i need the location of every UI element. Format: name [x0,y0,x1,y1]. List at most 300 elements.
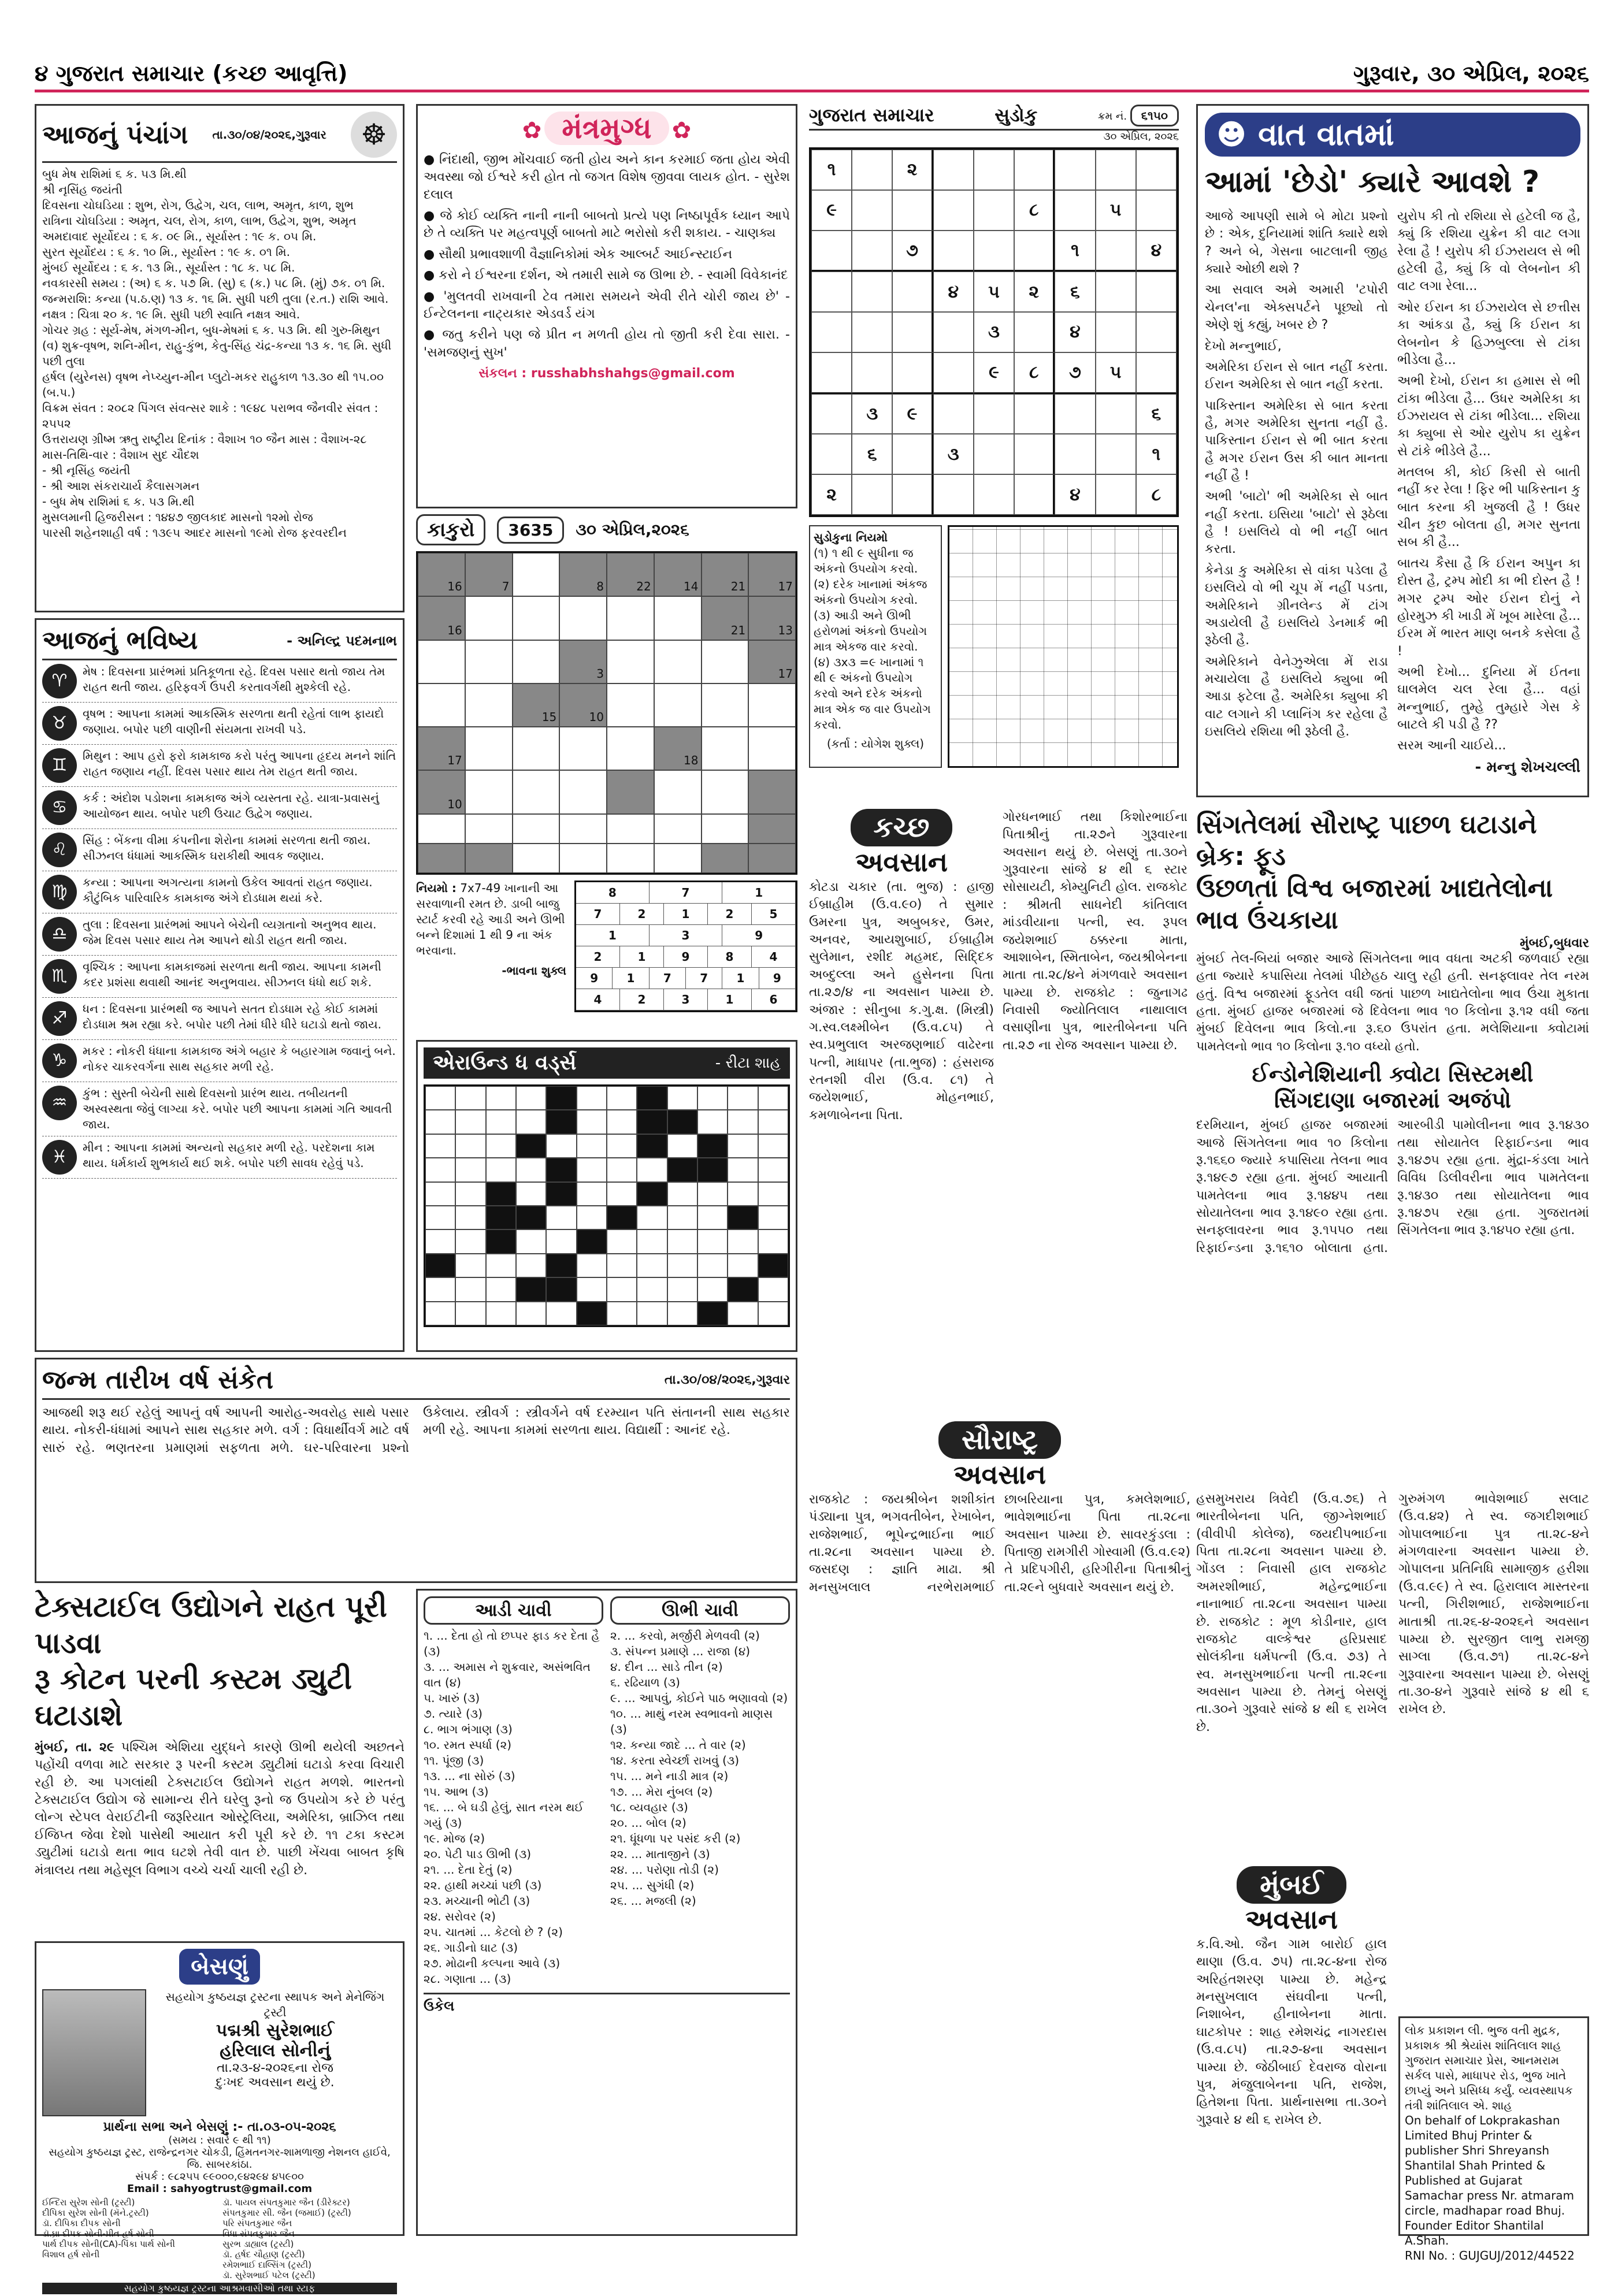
crossword-cell[interactable] [486,1110,516,1134]
sudoku-rule: (૪) ૩x૩ =૯ ખાનામાં ૧ થી ૯ અંકનો ઉપયોગ કરવો અને દરેક અંકનો માત્ર એક જ વાર ઉપયોગ કરવો. [814,655,931,731]
kakuro-cell[interactable] [607,727,654,770]
crossword-cell[interactable] [607,1110,637,1134]
kakuro-cell[interactable] [513,640,560,683]
crossword-cell[interactable] [758,1158,788,1182]
crossword-cell[interactable] [546,1302,576,1325]
kakuro-solution-cell: 7 [576,904,620,924]
zodiac-icon: ♊ [42,748,77,783]
kakuro-cell[interactable] [702,640,749,683]
kakuro-cell[interactable] [654,596,702,640]
kakuro-solution-cell: 3 [664,989,708,1010]
kakuro-cell[interactable] [465,814,513,844]
kakuro-cell[interactable] [559,727,607,770]
crossword-cell[interactable] [577,1206,607,1229]
crossword-cell[interactable] [607,1229,637,1253]
zodiac-text: વૃષભ : આપના કામમાં આકસ્મિક સરળતા થતી રહેતાં લાભ ફાયદો જણાય. બપોર પછી વાણીની સંયમતા રાખવી પડે. [83,707,384,736]
crossword-cell[interactable] [577,1086,607,1110]
kakuro-cell[interactable] [559,844,607,873]
sudoku-cell[interactable] [1136,272,1177,312]
crossword-cell[interactable] [607,1134,637,1158]
kakuro-cell[interactable] [748,727,796,770]
kakuro-solution-cell: 7 [650,882,723,903]
zodiac-row [42,703,397,745]
kakuro-solution-cell: 1 [620,946,664,967]
crossword-cell[interactable] [758,1110,788,1134]
crossword-cell[interactable] [516,1182,546,1206]
panchang-line: વિક્રમ સંવત : ૨૦૮૨ પિંગલ સંવત્સર શાકે : ૧૯૪૮ પરાભવ જૈનવીર સંવત : ૨૫૫૨ [42,401,378,430]
kutch-obit-section [809,809,994,1410]
kakuro-cell[interactable] [654,770,702,813]
sudoku-cell[interactable]: ૪ [1136,231,1177,272]
sudoku-cell[interactable] [1136,312,1177,352]
crossword-cell[interactable] [425,1110,455,1134]
kakuro-clue-cell: 13 [748,596,796,640]
family-member: ડૉ. સુરેશભાઈ પટેલ (ટ્રસ્ટી) [222,2270,316,2280]
kakuro-cell[interactable] [607,844,654,873]
crossword-cell[interactable] [486,1254,516,1277]
kakuro-cell[interactable] [513,844,560,873]
singtel-text2: દરમિયાન, મુંબઈ હાજર બજારમાં આજે સિંગતેલના ભાવ ૧૦ કિલોના રૂ.૧૬૬૦ જ્યારે કપાસિયા તેલના ભાવ રૂ.૧૪૯૭ રહ્યા હતા. મુંબઈ આયાતી પામતેલના ભાવ રૂ.૧૪૪૫ તથા સોયાતેલના ભાવ રૂ.૧૪૯૦ રહ્યા હતા. સનફ્લાવરના ભાવ રૂ.૧૫૫૦ તથા રિફાઈન્ડના રૂ.૧૬૧૦ બોલાતા હતા. આરબીડી પામોલીનના ભાવ રૂ.૧૪૩૦ તથા સોયાતેલ રિફાઈન્ડના ભાવ રૂ.૧૪૭૫ રહ્યા હતા. મુંદ્રા-કંડલા ખાતે વિવિધ ડિલીવરીના ભાવ પામતેલના રૂ.૧૪૩૦ તથા સોયાતેલના ભાવ રૂ.૧૪૭૫ રહ્યા હતા. ગુજરાતમાં સિંગતેલના ભાવ રૂ.૧૪૫૦ રહ્યા હતા. [1196,1118,1589,1255]
sudoku-cell[interactable]: ૫ [974,272,1014,312]
crossword-cell[interactable] [667,1254,697,1277]
crossword-cell[interactable] [425,1134,455,1158]
sudoku-cell[interactable]: ૪ [1055,312,1095,352]
crossword-cell[interactable] [728,1086,758,1110]
family-member: ઈન્દિરા સુરેશ સોની (ટ્રસ્ટી) [42,2197,135,2208]
kakuro-solution-cell: 1 [576,925,650,946]
crossword-block [486,1229,516,1253]
crossword-cell[interactable] [637,1206,667,1229]
sudoku-cell[interactable] [933,231,974,272]
crossword-cell[interactable] [577,1110,607,1134]
ubhi-clue: ૧૮. વ્યવહાર (૩) [610,1800,688,1814]
crossword-cell[interactable] [607,1277,637,1301]
kakuro-cell[interactable] [465,640,513,683]
sudoku-cell[interactable]: ૫ [1096,190,1136,231]
sudoku-rule: (૨) દરેક ખાનામાં અંકજ અંકનો ઉપયોગ કરવો. [814,577,927,607]
crossword-cell[interactable] [516,1254,546,1277]
sudoku-cell[interactable] [933,474,974,515]
crossword-cell[interactable] [486,1086,516,1110]
crossword-cell[interactable] [697,1182,728,1206]
aadi-clue: ૫. ખારું (૩) [424,1691,480,1705]
sudoku-cell[interactable]: ૧ [1055,231,1095,272]
sudoku-cell[interactable] [933,352,974,394]
kakuro-solution-cell: 1 [722,882,796,903]
kakuro-cell[interactable] [465,683,513,727]
crossword-cell[interactable] [667,1229,697,1253]
crossword-cell[interactable] [455,1302,485,1325]
crossword-cell[interactable] [516,1302,546,1325]
sudoku-cell[interactable] [1096,312,1136,352]
crossword-cell[interactable] [637,1302,667,1325]
kakuro-cell[interactable] [654,683,702,727]
sudoku-cell[interactable]: ૩ [933,434,974,474]
crossword-cell[interactable] [455,1110,485,1134]
besanu-trust: સહયોગ કુષ્ઠયજ્ઞ ટ્રસ્ટના સ્થાપક અને મેનેજિંગ ટ્રસ્ટી [165,1990,385,2019]
kakuro-cell[interactable] [465,727,513,770]
sudoku-cell[interactable] [1096,394,1136,434]
kakuro-cell[interactable] [607,596,654,640]
kakuro-cell[interactable] [607,683,654,727]
vaat-paragraph: આ સવાલ અમે અમારી 'ટપોરી ચેનલ'ના એક્સપર્ટને પૂછ્યો તો એણે શું કહ્યું, ખબર છે ? [1205,283,1388,333]
crossword-cell[interactable] [577,1134,607,1158]
right-obit-section [1398,1491,1589,2011]
vaat-paragraph: અમેરિકાને વેનેઝુએલા મેં રાડા મચાયેલા હૈ ઇસલિયે ક્યુબા ભી આડા ફટેલા હૈ. અમેરિકા ક્યુબા કી વાટ લગાને કી પ્લાનિંગ કર રહેલા હૈ ઇસલિયે રશિયા ભી રૂઠેલી હૈ. [1205,654,1388,740]
kakuro-cell[interactable] [654,640,702,683]
kakuro-clue-cell: 17 [748,553,796,596]
kakuro-clue-cell: 16 [418,553,465,596]
sudoku-rules [814,545,937,733]
aadi-clue: ૧૧. પૂંજી (૩) [424,1753,484,1767]
sudoku-cell[interactable] [1014,434,1055,474]
around-grid [424,1084,790,1327]
sudoku-cell[interactable] [892,272,933,312]
zodiac-text: ધન : દિવસના પ્રારંભથી જ આપને સતત દોડધામ રહે કોઈ કામમાં દોડધામ શ્રમ રહ્યા કરે. બપોર પછી તેમાં ધીરે ધીરે ઘટાડો થતો જાય. [83,1002,381,1031]
crossword-cell[interactable] [607,1086,637,1110]
crossword-cell[interactable] [516,1158,546,1182]
crossword-cell[interactable] [455,1277,485,1301]
sudoku-cell[interactable] [892,312,933,352]
sudoku-cell[interactable] [852,474,892,515]
sudoku-cell[interactable]: ૧ [1136,434,1177,474]
bhavishya-signs [42,660,397,1179]
sudoku-cell[interactable] [974,474,1014,515]
crossword-cell[interactable] [697,1086,728,1110]
crossword-cell[interactable] [697,1277,728,1301]
crossword-cell[interactable] [758,1134,788,1158]
crossword-cell[interactable] [637,1277,667,1301]
crossword-cell[interactable] [425,1229,455,1253]
crossword-cell[interactable] [697,1229,728,1253]
sudoku-cell[interactable] [811,434,852,474]
crossword-cell[interactable] [486,1302,516,1325]
sudoku-cell[interactable]: ૩ [852,394,892,434]
crossword-cell[interactable] [455,1158,485,1182]
kakuro-cell[interactable] [513,553,560,596]
clues-section [416,1589,797,2236]
sudoku-cell[interactable] [1096,231,1136,272]
kakuro-cell[interactable] [418,640,465,683]
kakuro-clue-cell: 10 [418,770,465,813]
vaat-author: - મન્નુ શેખચલ્લી [1475,758,1580,776]
crossword-cell[interactable] [546,1229,576,1253]
sudoku-cell[interactable] [1055,190,1095,231]
crossword-cell[interactable] [577,1182,607,1206]
ubhi-list [610,1628,790,1909]
sudoku-cell[interactable] [852,312,892,352]
sudoku-cell[interactable] [1096,272,1136,312]
zodiac-icon: ♌ [42,833,77,867]
sudoku-cell[interactable] [852,352,892,394]
kakuro-cell[interactable] [607,640,654,683]
mumbai-obit-text: ક.વિ.ઓ. જૈન ગામ બારોઈ હાલ થાણા (ઉ.વ. ૭૫) તા.૨૮-૪ના રોજ અરિહંતશરણ પામ્યા છે. મહેન્દ્ર મનસુખલાલ સંઘવીના પત્ની, નિશાબેન, હીનાબેનના માતા. ઘાટકોપર : શાહ રમેશચંદ્ર નાગરદાસ (ઉ.વ.૮૫) તા.૨૭-૪ના અવસાન પામ્યા છે. જેઠીબાઈ દેવરાજ વોરાના પુત્ર, મંજુલાબેનના પતિ, રાજેશ, હિતેશના પિતા. પ્રાર્થનાસભા તા.૩૦ને ગુરૂવારે ૪ થી ૬ રાખેલ છે. [1196,1937,1387,2127]
sudoku-cell[interactable] [933,190,974,231]
sudoku-cell[interactable] [852,231,892,272]
sudoku-cell[interactable] [1136,190,1177,231]
crossword-cell[interactable] [486,1277,516,1301]
crossword-cell[interactable] [425,1158,455,1182]
sudoku-cell[interactable] [933,150,974,190]
kakuro-solution-row [576,925,796,946]
panchang-line: અમદાવાદ સૂર્યોદય : ૬ ક. ૦૯ મિ., સૂર્યાસ્ત : ૧૯ ક. ૦૫ મિ. [42,229,317,243]
kakuro-cell[interactable] [702,770,749,813]
crossword-cell[interactable] [637,1158,667,1182]
crossword-cell[interactable] [667,1086,697,1110]
kakuro-solution-cell: 1 [708,989,752,1010]
sudoku-cell[interactable] [974,434,1014,474]
sudoku-cell[interactable] [1014,150,1055,190]
sudoku-cell[interactable] [933,312,974,352]
kakuro-cell[interactable] [418,814,465,844]
crossword-cell[interactable] [758,1206,788,1229]
sudoku-cell[interactable]: ૫ [1096,352,1136,394]
crossword-block [637,1182,667,1206]
sudoku-cell[interactable] [1014,231,1055,272]
sudoku-cell[interactable]: ૨ [892,150,933,190]
crossword-cell[interactable] [425,1277,455,1301]
sudoku-cell[interactable] [811,272,852,312]
kakuro-number: 3635 [497,517,564,544]
kakuro-cell[interactable] [559,770,607,813]
sudoku-cell[interactable] [1136,352,1177,394]
crossword-cell[interactable] [455,1182,485,1206]
janma-title: જન્મ તારીખ વર્ષ સંકેત [42,1365,274,1395]
sudoku-cell[interactable] [811,231,852,272]
sudoku-cell[interactable] [811,394,852,434]
crossword-cell[interactable] [425,1086,455,1110]
crossword-cell[interactable] [516,1086,546,1110]
sudoku-cell[interactable] [852,190,892,231]
aadi-clue: ૧૦. રમત સ્પર્ધા (૨) [424,1738,512,1752]
kakuro-cell[interactable] [702,727,749,770]
sudoku-cell[interactable]: ૭ [1055,352,1095,394]
kakuro-cell[interactable] [559,814,607,844]
kakuro-clue-cell: 7 [465,553,513,596]
panchang-line: મુંબઈ સૂર્યોદય : ૬ ક. ૧૩ મિ., સૂર્યાસ્ત : ૧૮ ક. ૫૮ મિ. [42,261,295,274]
crossword-cell[interactable] [607,1182,637,1206]
ubhi-clue: ૯. ... આપવું, કોઈને પાઠ ભણાવવો (૨) [610,1691,788,1705]
ubhi-clue: ૨૦. ... બોલ (૨) [610,1816,686,1830]
sudoku-cell[interactable] [892,434,933,474]
sudoku-cell[interactable] [852,272,892,312]
sudoku-cell[interactable]: ૩ [974,312,1014,352]
panchang-line: નક્ષત્ર : ચિત્રા ૨૦ ક. ૧૯ મિ. સુધી પછી સ્વાતિ નક્ષત્ર આવે. [42,307,300,321]
crossword-block [667,1158,697,1182]
singtel-subhead2: સિંગદાણા બજારમાં અજંપો [1274,1087,1512,1113]
zodiac-row [42,1040,397,1082]
crossword-cell[interactable] [607,1254,637,1277]
crossword-cell[interactable] [758,1277,788,1301]
kakuro-title: કાકુરો [416,514,485,545]
crossword-cell[interactable] [667,1182,697,1206]
crossword-cell[interactable] [697,1206,728,1229]
zodiac-text: મીન : આપના કામમાં અન્યનો સહકાર મળી રહે. પરદેશના કામ થાય. ધર્મકાર્ય શુભકાર્ય થઈ શકે. બપોર પછી સાવધ રહેવું પડે. [83,1140,375,1170]
kakuro-cell[interactable] [513,814,560,844]
sudoku-cell[interactable]: ૨ [1014,272,1055,312]
sudoku-cell[interactable] [1014,474,1055,515]
zodiac-text: તુલા : દિવસના પ્રારંભમાં આપને બેચેની વ્યગ્રતાનો અનુભવ થાય. જેમ દિવસ પસાર થાય તેમ આપને થોડી રાહત થતી જાય. [83,917,377,947]
crossword-cell[interactable] [728,1182,758,1206]
vaat-section [1196,104,1589,797]
kakuro-cell[interactable] [465,596,513,640]
ubhi-clue: ૪. દીન ... સાડે તીન (૨) [610,1660,723,1674]
crossword-cell[interactable] [577,1158,607,1182]
kakuro-cell[interactable] [513,727,560,770]
sudoku-cell[interactable]: ૧ [811,150,852,190]
sudoku-cell[interactable] [1014,312,1055,352]
besanu-date: તા.૨૩-૪-૨૦૨૬ના રોજ [217,2061,333,2075]
sudoku-cell[interactable]: ૪ [1055,474,1095,515]
sudoku-cell[interactable]: ૯ [892,394,933,434]
crossword-cell[interactable] [667,1277,697,1301]
aadi-clue: ૧૯. મોજ (૨) [424,1831,485,1845]
sudoku-cell[interactable]: ૬ [852,434,892,474]
sudoku-cell[interactable] [811,312,852,352]
sudoku-cell[interactable]: ૯ [974,352,1014,394]
sudoku-cell[interactable]: ૭ [892,231,933,272]
sudoku-cell[interactable] [1096,474,1136,515]
crossword-cell[interactable] [667,1134,697,1158]
ubhi-title: ઊભી ચાવી [610,1596,790,1625]
kakuro-solution-row [576,904,796,925]
crossword-cell[interactable] [637,1229,667,1253]
crossword-cell[interactable] [728,1254,758,1277]
sudoku-cell[interactable] [974,231,1014,272]
kakuro-solution-cell: 9 [722,925,796,946]
kakuro-cell[interactable] [465,770,513,813]
kakuro-cell[interactable] [513,770,560,813]
crossword-cell[interactable] [455,1134,485,1158]
sudoku-cell[interactable] [1055,434,1095,474]
aadi-title: આડી ચાવી [424,1596,603,1625]
crossword-block [697,1302,728,1325]
crossword-cell[interactable] [758,1302,788,1325]
saurashtra-obit-section [809,1421,1190,2236]
crossword-cell[interactable] [425,1302,455,1325]
kakuro-clue-cell: 18 [654,727,702,770]
panchang-line: પારસી શહેનશાહી વર્ષ : ૧૩૯૫ આદર માસનો ૧૯મો રોજ ફરવરદીન [42,526,347,540]
crossword-cell[interactable] [728,1158,758,1182]
kakuro-solution-cell: 4 [576,989,620,1010]
kakuro-clue-cell: 15 [513,683,560,727]
sudoku-cell[interactable] [1055,394,1095,434]
sudoku-cell[interactable] [974,150,1014,190]
kakuro-cell[interactable] [654,814,702,844]
crossword-cell[interactable] [667,1302,697,1325]
zodiac-row [42,1082,397,1136]
crossword-cell[interactable] [546,1206,576,1229]
panchang-line: નવકારસી સમય : (અ) ૬ ક. ૫૭ મિ. (સુ) ૬ (ક.) ૫૮ મિ. (મું) ૭ક. ૦૧ મિ. [42,276,385,290]
kakuro-clue-cell: 22 [607,553,654,596]
vaat-paragraph: અમેરિકા ઈરાન સે બાત નહીં કરતા. ઈરાન અમેરિકા સે બાત નહીં કરતા. [1205,359,1388,392]
crossword-cell[interactable] [607,1302,637,1325]
sudoku-cell[interactable]: ૬ [1055,272,1095,312]
kakuro-solution-cell: 1 [722,968,759,989]
crossword-cell[interactable] [577,1277,607,1301]
crossword-cell[interactable] [455,1229,485,1253]
crossword-cell[interactable] [455,1206,485,1229]
crossword-cell[interactable] [728,1229,758,1253]
crossword-cell[interactable] [697,1254,728,1277]
crossword-cell[interactable] [455,1086,485,1110]
crossword-cell[interactable] [577,1254,607,1277]
crossword-cell[interactable] [546,1134,576,1158]
sudoku-cell[interactable]: ૪ [933,272,974,312]
textile-headline2: રૂ કોટન પરની કસ્ટમ ડ્યુટી ઘટાડાશે [35,1662,352,1732]
crossword-cell[interactable] [607,1158,637,1182]
sudoku-cell[interactable]: ૬ [1136,394,1177,434]
crossword-cell[interactable] [667,1206,697,1229]
sudoku-cell[interactable] [1136,150,1177,190]
crossword-cell[interactable] [728,1134,758,1158]
sudoku-cell[interactable] [892,474,933,515]
kakuro-cell[interactable] [607,814,654,844]
crossword-cell[interactable] [758,1086,788,1110]
crossword-cell[interactable] [637,1254,667,1277]
singtel-headline2: ઉછળતાં વિશ્વ બજારમાં ખાદ્યતેલોના ભાવ ઉંચકાયા [1196,874,1553,935]
kakuro-solution-cell: 3 [650,925,723,946]
crossword-cell[interactable] [728,1110,758,1134]
kakuro-cell[interactable] [702,814,749,844]
crossword-cell[interactable] [455,1254,485,1277]
sudoku-cell[interactable] [852,150,892,190]
crossword-cell[interactable] [697,1110,728,1134]
sudoku-cell[interactable] [811,352,852,394]
sudoku-cell[interactable]: ૮ [1136,474,1177,515]
kakuro-cell[interactable] [513,596,560,640]
sudoku-cell[interactable] [1096,150,1136,190]
sudoku-cell[interactable]: ૮ [1014,190,1055,231]
sudoku-cell[interactable] [1055,150,1095,190]
sudoku-cell[interactable] [892,352,933,394]
sudoku-cell[interactable]: ૨ [811,474,852,515]
kakuro-solution-cell: 9 [576,968,613,989]
kakuro-cell[interactable] [748,683,796,727]
crossword-cell[interactable] [425,1206,455,1229]
crossword-cell[interactable] [486,1158,516,1182]
crossword-cell[interactable] [728,1302,758,1325]
crossword-block [577,1302,607,1325]
family-member: સંપતકુમાર સી. જૈન (જમાઈ) (ટ્રસ્ટી) [222,2208,351,2218]
crossword-block [667,1110,697,1134]
kakuro-cell[interactable] [559,596,607,640]
besanu-title: બેસણું [179,1949,259,1985]
crossword-cell[interactable] [516,1110,546,1134]
sudoku-cell[interactable]: ૮ [1014,352,1055,394]
zodiac-icon: ♈ [42,664,77,699]
kakuro-clue-cell [465,844,513,873]
kakuro-cell[interactable] [702,683,749,727]
sudoku-cell[interactable] [892,190,933,231]
sudoku-cell[interactable] [1096,434,1136,474]
crossword-cell[interactable] [758,1229,788,1253]
kakuro-cell[interactable] [418,683,465,727]
sudoku-cell[interactable] [974,190,1014,231]
mantra-quote: ● નિંદાથી, જીભ મોંચવાઈ જતી હોય અને કાન કરમાઈ જતા હોય એવી અવસ્થા જો ઈશ્વરે કરી હોત તો જગત વિશેષ જીવવા લાયક હોત. - સુરેશ દલાલ [424,153,790,202]
sudoku-cell[interactable] [933,394,974,434]
kakuro-cell[interactable] [654,844,702,873]
sudoku-cell[interactable] [1014,394,1055,434]
crossword-cell[interactable] [486,1134,516,1158]
crossword-cell[interactable] [516,1229,546,1253]
sudoku-cell[interactable]: ૯ [811,190,852,231]
sudoku-cell[interactable] [974,394,1014,434]
crossword-cell[interactable] [758,1182,788,1206]
crossword-block [546,1254,576,1277]
crossword-cell[interactable] [425,1182,455,1206]
crossword-block [425,1254,455,1277]
